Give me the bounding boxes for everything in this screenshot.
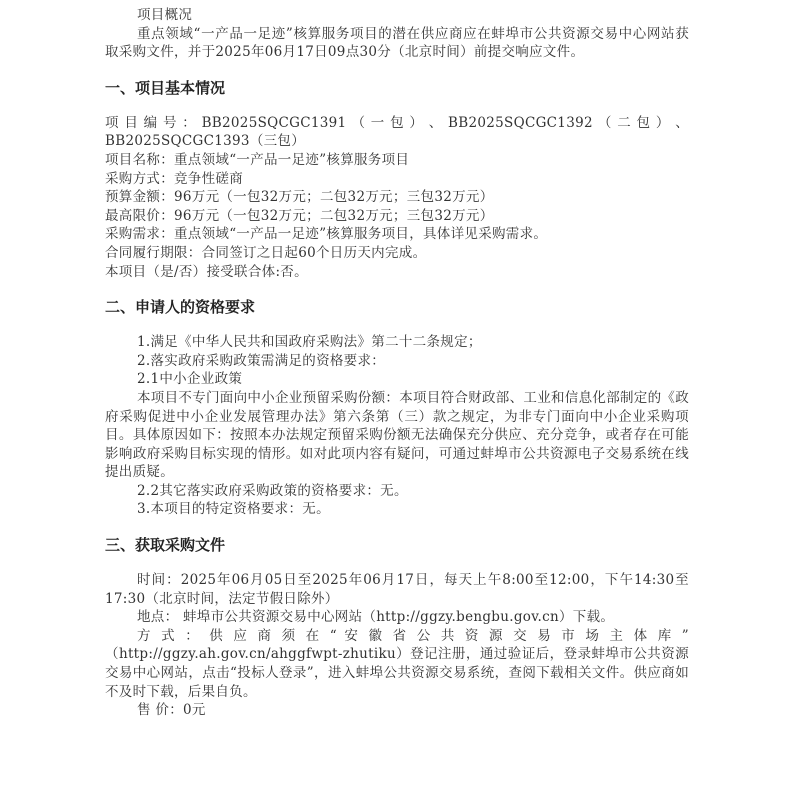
overview-title: 项目概况 (137, 7, 193, 23)
qualification-item-2-1: 2.1中小企业政策 (137, 371, 243, 388)
document-page (105, 6, 689, 720)
section3-heading: 三、获取采购文件 (105, 536, 226, 555)
procurement-method: 采购方式：竞争性磋商 (105, 170, 243, 187)
acquisition-method-line1: 方 式 ： 供 应 商 须 在 “ 安 徽 省 公 共 资 源 交 易 市 场 主 体 库 ” (137, 627, 689, 644)
acquisition-time: 时间：2025年06月05日至2025年06月17日，每天上午8:00至12:00，下午14:30至17:30（北京时间，法定节假日除外） (105, 572, 689, 607)
section2-heading: 二、申请人的资格要求 (105, 298, 256, 317)
procurement-requirement: 采购需求：重点领域“一产品一足迹”核算服务项目，具体详见采购需求。 (105, 226, 548, 243)
document-price: 售 价：0元 (137, 702, 206, 719)
acquisition-place: 地点： 蚌埠市公共资源交易中心网站（http://ggzy.bengbu.gov.cn）下载。 (137, 609, 615, 626)
consortium-accepted: 本项目（是/否）接受联合体:否。 (105, 263, 308, 280)
project-number-line1: 项 目 编 号 ： BB2025SQCGC1391 （ 一 包 ） 、 BB2025SQCGC1392 （ 二 包 ） 、 (105, 114, 689, 131)
project-number-line2: BB2025SQCGC1393（三包） (105, 133, 306, 150)
qualification-item-3: 3.本项目的特定资格要求：无。 (137, 501, 330, 518)
section1-heading: 一、项目基本情况 (105, 78, 226, 97)
budget-amount: 预算金额：96万元（一包32万元；二包32万元；三包32万元） (105, 189, 494, 206)
acquisition-method-rest: （http://ggzy.ah.gov.cn/ahggfwpt-zhutiku）登记注册，通过验证后，登录蚌埠市公共资源交易中心网站，点击“投标人登录”，进入蚌埠公共资源交易系统，查阅下载相关文件。供应商如不及时下载，后果自负。 (105, 646, 689, 700)
overview-text: 重点领域“一产品一足迹”核算服务项目的潜在供应商应在蚌埠市公共资源交易中心网站获取采购文件，并于2025年06月17日09点30分（北京时间）前提交响应文件。 (105, 25, 689, 61)
qualification-item-2: 2.落实政府采购政策需满足的资格要求： (137, 352, 386, 369)
max-price: 最高限价：96万元（一包32万元；二包32万元；三包32万元） (105, 207, 494, 224)
qualification-item-1: 1.满足《中华人民共和国政府采购法》第二十二条规定； (137, 334, 482, 351)
contract-period: 合同履行期限：合同签订之日起60个日历天内完成。 (105, 244, 427, 261)
sme-policy-text: 本项目不专门面向中小企业预留采购份额：本项目符合财政部、工业和信息化部制定的《政府采购促进中小企业发展管理办法》第六条第（三）款之规定，为非专门面向中小企业采购项目。具体原因如下：按照本办法规定预留采购份额无法确保充分供应、充分竞争，或者存在可能影响政府采购目标实现的情形。如对此项内容有疑问，可通过蚌埠市公共资源电子交易系统在线提出质疑。 (105, 389, 689, 481)
project-name: 项目名称：重点领域“一产品一足迹”核算服务项目 (105, 151, 410, 168)
qualification-item-2-2: 2.2其它落实政府采购政策的资格要求：无。 (137, 482, 408, 499)
